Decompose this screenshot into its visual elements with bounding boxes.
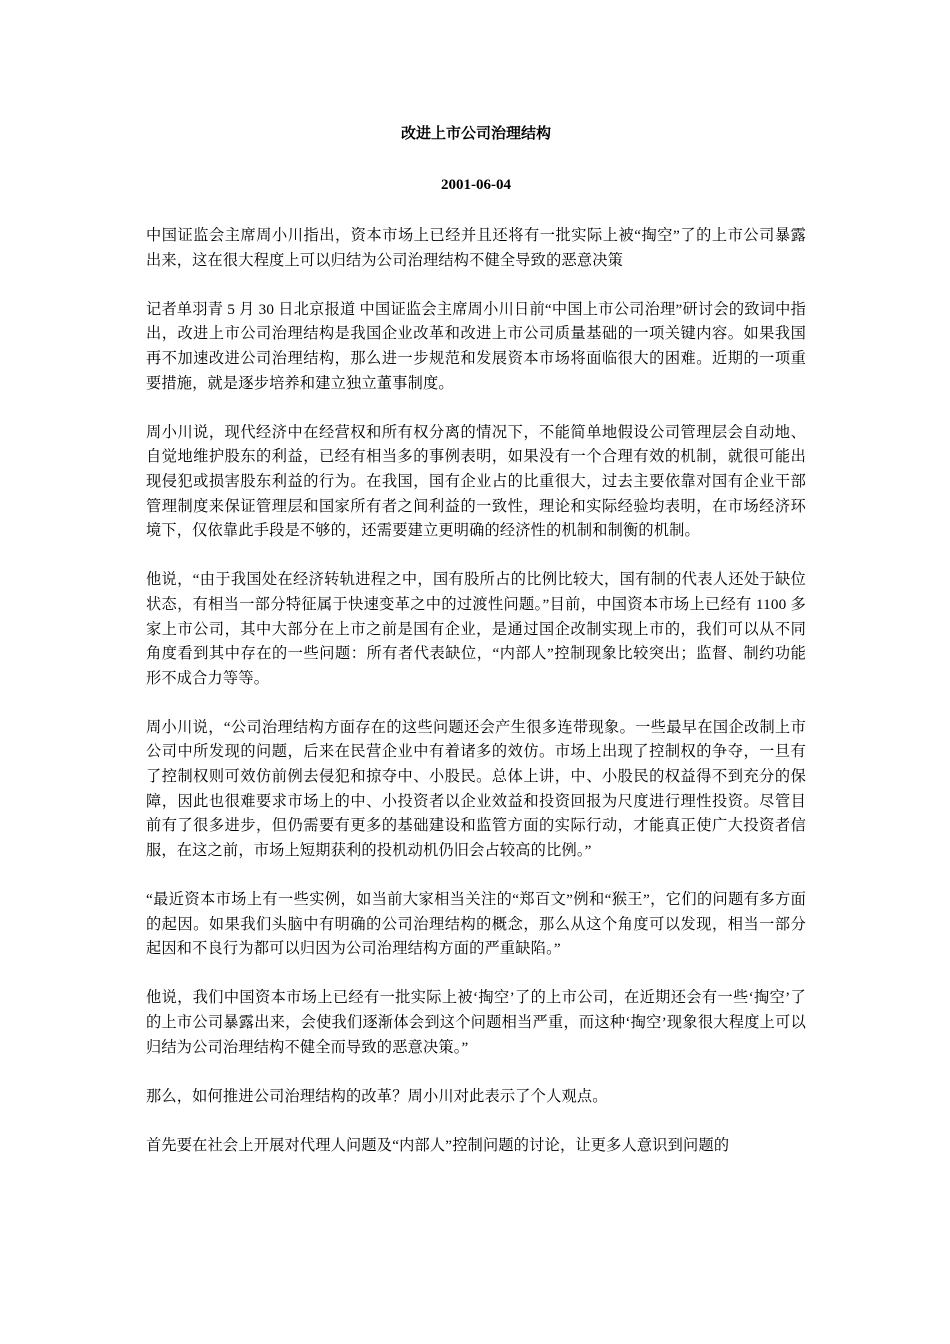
paragraph-summary: 中国证监会主席周小川指出，资本市场上已经并且还将有一批实际上被“掏空”了的上市公司暴露出来，这在很大程度上可以归结为公司治理结构不健全导致的恶意决策: [146, 227, 806, 269]
paragraph-hollowed-companies: 他说，我们中国资本市场上已经有一批实际上被‘掏空’了的上市公司，在近期还会有一些‘掏空’了的上市公司暴露出来，会使我们逐渐体会到这个问题相当严重，而这种‘掏空’现象很大程度上可以归结为公司治理结构不健全而导致的恶意决策。”: [146, 989, 806, 1056]
document-page: [146, 122, 806, 1159]
paragraph-transition: 他说，“由于我国处在经济转轨进程之中，国有股所占的比例比较大，国有制的代表人还处于缺位状态，有相当一部分特征属于快速变革之中的过渡性问题。”目前，中国资本市场上已经有 1100 多家上市公司，其中大部分在上市之前是国有企业，是通过国企改制实现上市的，我们可以从不同角度看到其中存在的一些问题：所有者代表缺位，“内部人”控制现象比较突出；监督、制约功能形不成合力等等。: [146, 571, 806, 687]
document-title: 改进上市公司治理结构: [400, 126, 551, 142]
paragraph-side-effects: 周小川说，“公司治理结构方面存在的这些问题还会产生很多连带现象。一些最早在国企改制上市公司中所发现的问题，后来在民营企业中有着诸多的效仿。市场上出现了控制权的争夺，一旦有了控制权则可效仿前例去侵犯和掠夺中、小股民。总体上讲，中、小股民的权益得不到充分的保障，因此也很难要求市场上的中、小投资者以企业效益和投资回报为尺度进行理性投资。尽管目前有了很多进步，但仍需要有更多的基础建设和监管方面的实际行动，才能真正使广大投资者信服，在这之前，市场上短期获利的投机动机仍旧会占较高的比例。”: [146, 718, 806, 859]
paragraph-recent-cases: “最近资本市场上有一些实例，如当前大家相当关注的“郑百文”例和“猴王”，它们的问题有多方面的起因。如果我们头脑中有明确的公司治理结构的概念，那么从这个角度可以发现，相当一部分起因和不良行为都可以归因为公司治理结构方面的严重缺陷。”: [146, 891, 806, 958]
paragraph-first-step: 首先要在社会上开展对代理人问题及“内部人”控制问题的讨论，让更多人意识到问题的: [146, 1136, 730, 1154]
document-body: [146, 224, 806, 1159]
paragraph-report: 记者单羽青 5 月 30 日北京报道 中国证监会主席周小川日前“中国上市公司治理”研讨会的致词中指出，改进上市公司治理结构是我国企业改革和改进上市公司质量基础的一项关键内容。如果我国再不加速改进公司治理结构，那么进一步规范和发展资本市场将面临很大的困难。近期的一项重要措施，就是逐步培养和建立独立董事制度。: [146, 300, 806, 392]
paragraph-modern-economy: 周小川说，现代经济中在经营权和所有权分离的情况下，不能简单地假设公司管理层会自动地、自觉地维护股东的利益，已经有相当多的事例表明，如果没有一个合理有效的机制，就很可能出现侵犯或损害股东利益的行为。在我国，国有企业占的比重很大，过去主要依靠对国有企业干部管理制度来保证管理层和国家所有者之间利益的一致性，理论和实际经验均表明，在市场经济环境下，仅依靠此手段是不够的，还需要建立更明确的经济性的机制和制衡的机制。: [146, 423, 806, 540]
document-date: 2001-06-04: [441, 177, 511, 193]
paragraph-question: 那么，如何推进公司治理结构的改革？周小川对此表示了个人观点。: [146, 1087, 608, 1105]
